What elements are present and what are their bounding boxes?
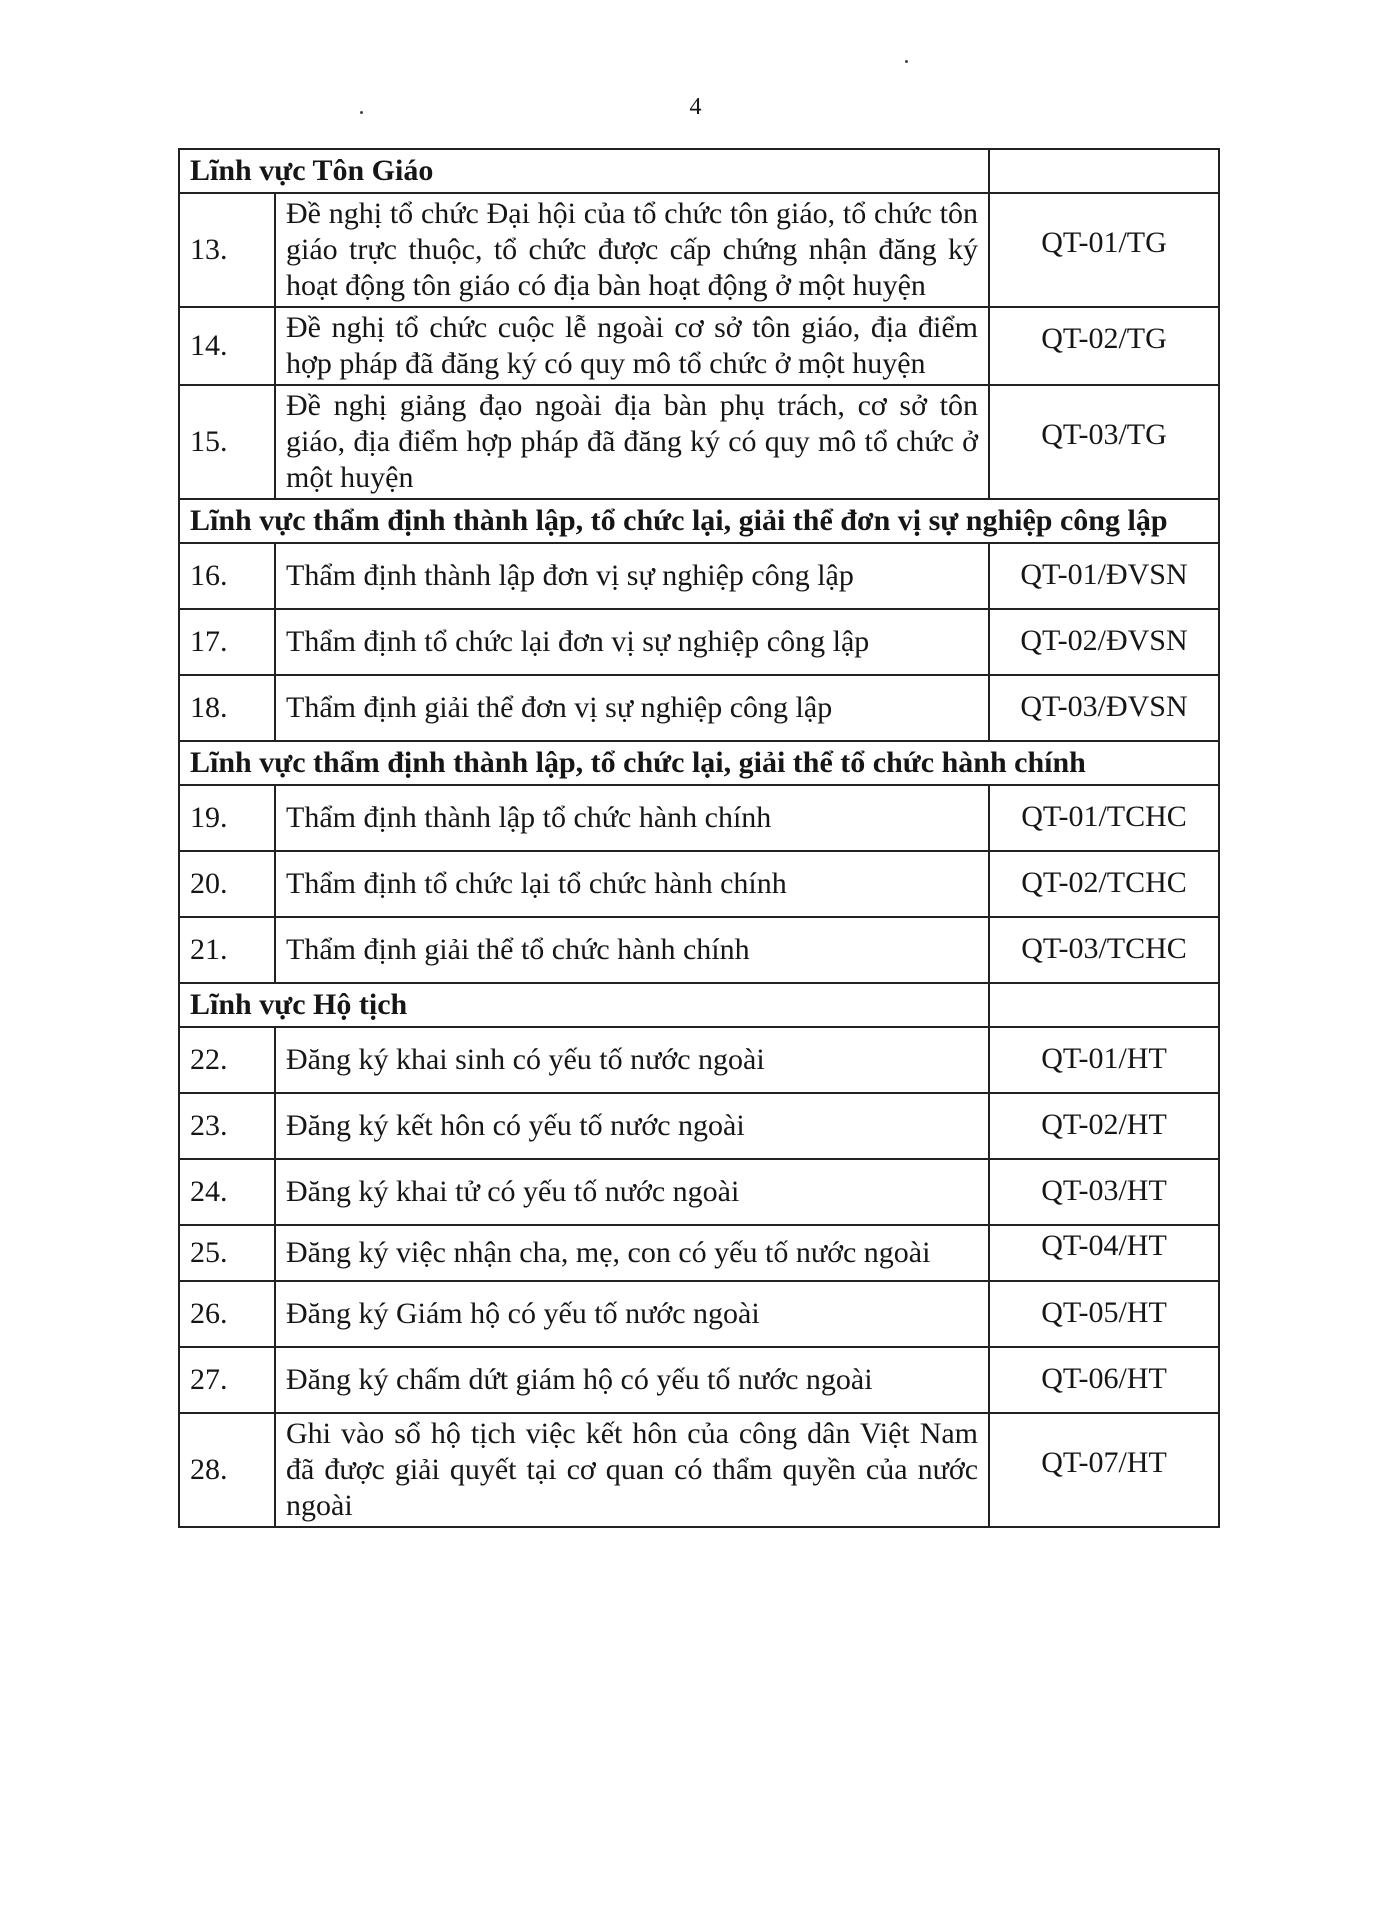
- procedure-name: Đăng ký khai tử có yếu tố nước ngoài: [275, 1159, 989, 1225]
- procedure-name: Đăng ký khai sinh có yếu tố nước ngoài: [275, 1027, 989, 1093]
- row-number: 25.: [179, 1225, 275, 1281]
- procedure-name: Ghi vào sổ hộ tịch việc kết hôn của công dân Việt Nam đã được giải quyết tại cơ quan có thẩm quyền của nước ngoài: [275, 1413, 989, 1527]
- procedure-code: QT-02/ĐVSN: [989, 609, 1219, 675]
- row-number: 28.: [179, 1413, 275, 1527]
- procedure-code: QT-03/TG: [989, 385, 1219, 499]
- row-number: 24.: [179, 1159, 275, 1225]
- procedure-name: Thẩm định thành lập tổ chức hành chính: [275, 785, 989, 851]
- row-number: 16.: [179, 543, 275, 609]
- empty-code-cell: [989, 983, 1219, 1027]
- procedure-code: QT-06/HT: [989, 1347, 1219, 1413]
- procedure-code: QT-01/TCHC: [989, 785, 1219, 851]
- procedure-code: QT-01/TG: [989, 193, 1219, 307]
- table-row: [179, 785, 1219, 851]
- procedure-name: Thẩm định thành lập đơn vị sự nghiệp công lập: [275, 543, 989, 609]
- procedure-name: Đề nghị giảng đạo ngoài địa bàn phụ trách, cơ sở tôn giáo, địa điểm hợp pháp đã đăng ký có quy mô tổ chức ở một huyện: [275, 385, 989, 499]
- row-number: 15.: [179, 385, 275, 499]
- row-number: 21.: [179, 917, 275, 983]
- row-number: 23.: [179, 1093, 275, 1159]
- table-row: [179, 1347, 1219, 1413]
- table-row: [179, 1281, 1219, 1347]
- section-header-row: [179, 983, 1219, 1027]
- section-header-row: [179, 499, 1219, 543]
- procedure-name: Thẩm định giải thể tổ chức hành chính: [275, 917, 989, 983]
- table-row: [179, 543, 1219, 609]
- procedure-code: QT-03/ĐVSN: [989, 675, 1219, 741]
- procedure-code: QT-01/HT: [989, 1027, 1219, 1093]
- procedure-code: QT-07/HT: [989, 1413, 1219, 1527]
- table-row: [179, 1225, 1219, 1281]
- section-title: Lĩnh vực thẩm định thành lập, tổ chức lại, giải thể đơn vị sự nghiệp công lập: [179, 499, 1219, 543]
- scan-speck: [905, 60, 908, 63]
- procedure-code: QT-02/TCHC: [989, 851, 1219, 917]
- row-number: 17.: [179, 609, 275, 675]
- section-title: Lĩnh vực Tôn Giáo: [179, 149, 989, 193]
- procedure-code: QT-03/HT: [989, 1159, 1219, 1225]
- table-row: [179, 1159, 1219, 1225]
- procedure-name: Thẩm định giải thể đơn vị sự nghiệp công lập: [275, 675, 989, 741]
- table-row: [179, 675, 1219, 741]
- row-number: 13.: [179, 193, 275, 307]
- procedure-code: QT-02/HT: [989, 1093, 1219, 1159]
- row-number: 22.: [179, 1027, 275, 1093]
- table-row: [179, 851, 1219, 917]
- section-header-row: [179, 741, 1219, 785]
- row-number: 26.: [179, 1281, 275, 1347]
- table-row: [179, 307, 1219, 385]
- empty-code-cell: [989, 149, 1219, 193]
- table-row: [179, 1027, 1219, 1093]
- row-number: 20.: [179, 851, 275, 917]
- procedure-name: Đăng ký việc nhận cha, mẹ, con có yếu tố nước ngoài: [275, 1225, 989, 1281]
- table-row: [179, 609, 1219, 675]
- table-row: [179, 385, 1219, 499]
- procedure-code: QT-03/TCHC: [989, 917, 1219, 983]
- procedure-name: Đề nghị tổ chức cuộc lễ ngoài cơ sở tôn giáo, địa điểm hợp pháp đã đăng ký có quy mô tổ chức ở một huyện: [275, 307, 989, 385]
- procedure-code: QT-02/TG: [989, 307, 1219, 385]
- procedure-name: Đăng ký kết hôn có yếu tố nước ngoài: [275, 1093, 989, 1159]
- procedure-name: Đăng ký Giám hộ có yếu tố nước ngoài: [275, 1281, 989, 1347]
- section-title: Lĩnh vực Hộ tịch: [179, 983, 989, 1027]
- procedure-code: QT-04/HT: [989, 1225, 1219, 1281]
- procedure-code: QT-01/ĐVSN: [989, 543, 1219, 609]
- row-number: 19.: [179, 785, 275, 851]
- table-row: [179, 193, 1219, 307]
- row-number: 27.: [179, 1347, 275, 1413]
- procedures-table: [178, 148, 1220, 1528]
- procedure-name: Thẩm định tổ chức lại đơn vị sự nghiệp công lập: [275, 609, 989, 675]
- table-row: [179, 1413, 1219, 1527]
- procedure-name: Thẩm định tổ chức lại tổ chức hành chính: [275, 851, 989, 917]
- row-number: 14.: [179, 307, 275, 385]
- section-title: Lĩnh vực thẩm định thành lập, tổ chức lại, giải thể tổ chức hành chính: [179, 741, 1219, 785]
- table-row: [179, 917, 1219, 983]
- procedure-name: Đăng ký chấm dứt giám hộ có yếu tố nước ngoài: [275, 1347, 989, 1413]
- procedure-name: Đề nghị tổ chức Đại hội của tổ chức tôn giáo, tổ chức tôn giáo trực thuộc, tổ chức được cấp chứng nhận đăng ký hoạt động tôn giáo có địa bàn hoạt động ở một huyện: [275, 193, 989, 307]
- row-number: 18.: [179, 675, 275, 741]
- page-number: 4: [689, 94, 702, 120]
- table-row: [179, 1093, 1219, 1159]
- procedure-code: QT-05/HT: [989, 1281, 1219, 1347]
- section-header-row: [179, 149, 1219, 193]
